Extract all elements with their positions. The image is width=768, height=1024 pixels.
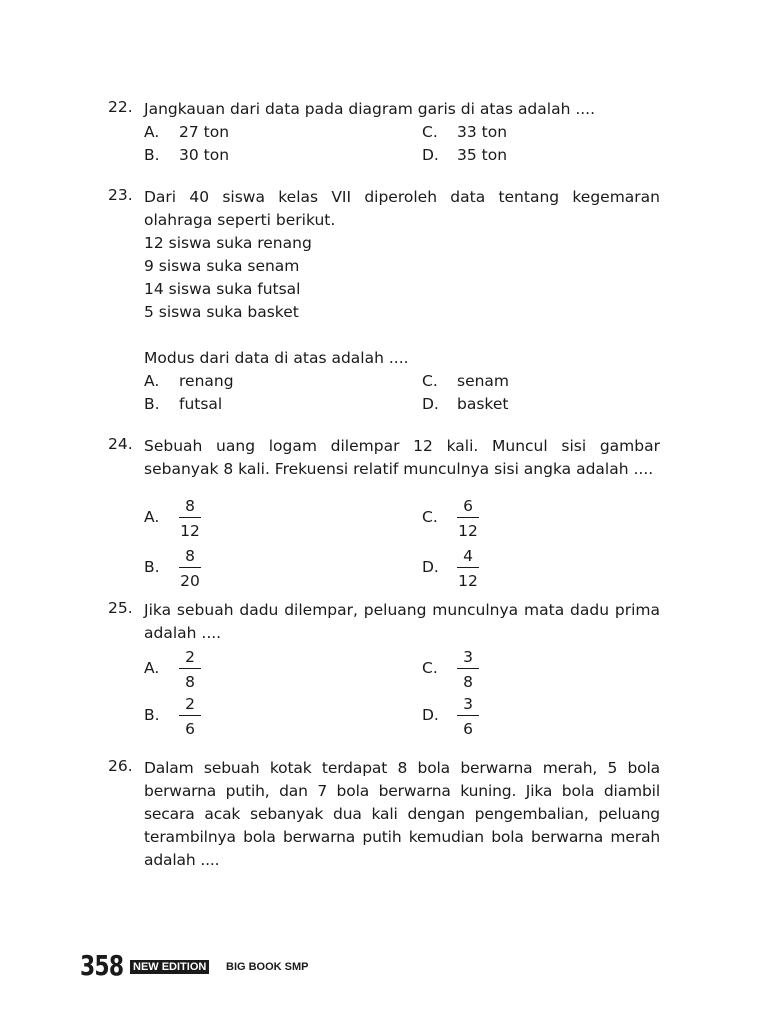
page-number: 358	[80, 949, 124, 982]
question-number: 23.	[108, 186, 133, 204]
fraction: 6 12	[458, 497, 478, 541]
question-number: 26.	[108, 757, 133, 775]
question-text: Dalam sebuah kotak terdapat 8 bola berwarna merah, 5 bola berwarna putih, dan 7 bola berwarna kuning. Jika bola diambil secara acak sebanyak dua kali dengan pengembalian, peluang terambilnya bola berwarna putih kemudian bola berwarna merah adalah ....	[144, 759, 660, 869]
option-a: A. 27 ton	[144, 123, 230, 141]
question-number: 22.	[108, 98, 133, 116]
option-c: C. senam	[422, 372, 510, 390]
data-line: 12 siswa suka renang	[144, 234, 312, 252]
question-text: Jika sebuah dadu dilempar, peluang munculnya mata dadu prima adalah ....	[144, 601, 660, 642]
fraction: 2 8	[179, 647, 201, 692]
option-a: A. renang	[144, 372, 234, 390]
fraction: 3 8	[457, 647, 479, 692]
option-d: D. 35 ton	[422, 146, 508, 164]
fraction: 8 12	[180, 497, 200, 541]
question-26	[108, 757, 660, 872]
data-line: 14 siswa suka futsal	[144, 280, 301, 298]
fraction: 8 20	[180, 547, 200, 591]
option-d: D. basket	[422, 395, 509, 413]
option-b: B. futsal	[144, 395, 223, 413]
question-23	[108, 186, 660, 416]
question-number: 25.	[108, 599, 133, 617]
question-25: 25. Jika sebuah dadu dilempar, peluang munculnya mata dadu prima adalah .... A. 2 8 B. 2 6 C. 3 8 D. 3 6	[108, 599, 660, 739]
question-text: Jangkauan dari data pada diagram garis di atas adalah ....	[144, 100, 596, 118]
question-text: Sebuah uang logam dilempar 12 kali. Muncul sisi gambar sebanyak 8 kali. Frekuensi relatif munculnya sisi angka adalah ....	[144, 437, 660, 478]
question-prompt: Modus dari data di atas adalah ....	[144, 349, 409, 367]
question-number: 24.	[108, 435, 133, 453]
data-line: 9 siswa suka senam	[144, 257, 300, 275]
option-b: B. 30 ton	[144, 146, 230, 164]
fraction: 3 6	[457, 694, 479, 739]
question-22	[108, 98, 660, 167]
question-text: Dari 40 siswa kelas VII diperoleh data tentang kegemaran olahraga seperti berikut.	[144, 188, 660, 229]
fraction: 2 6	[179, 694, 201, 739]
question-24: 24. Sebuah uang logam dilempar 12 kali. Muncul sisi gambar sebanyak 8 kali. Frekuensi relatif munculnya sisi angka adalah .... A. 8 12 B. 8 20 C. 6 12 D. 4 12	[108, 435, 660, 591]
data-line: 5 siswa suka basket	[144, 303, 299, 321]
book-title: BIG BOOK SMP	[226, 961, 309, 973]
option-c: C. 33 ton	[422, 123, 508, 141]
fraction: 4 12	[458, 547, 478, 591]
edition-badge: NEW EDITION	[130, 960, 209, 974]
